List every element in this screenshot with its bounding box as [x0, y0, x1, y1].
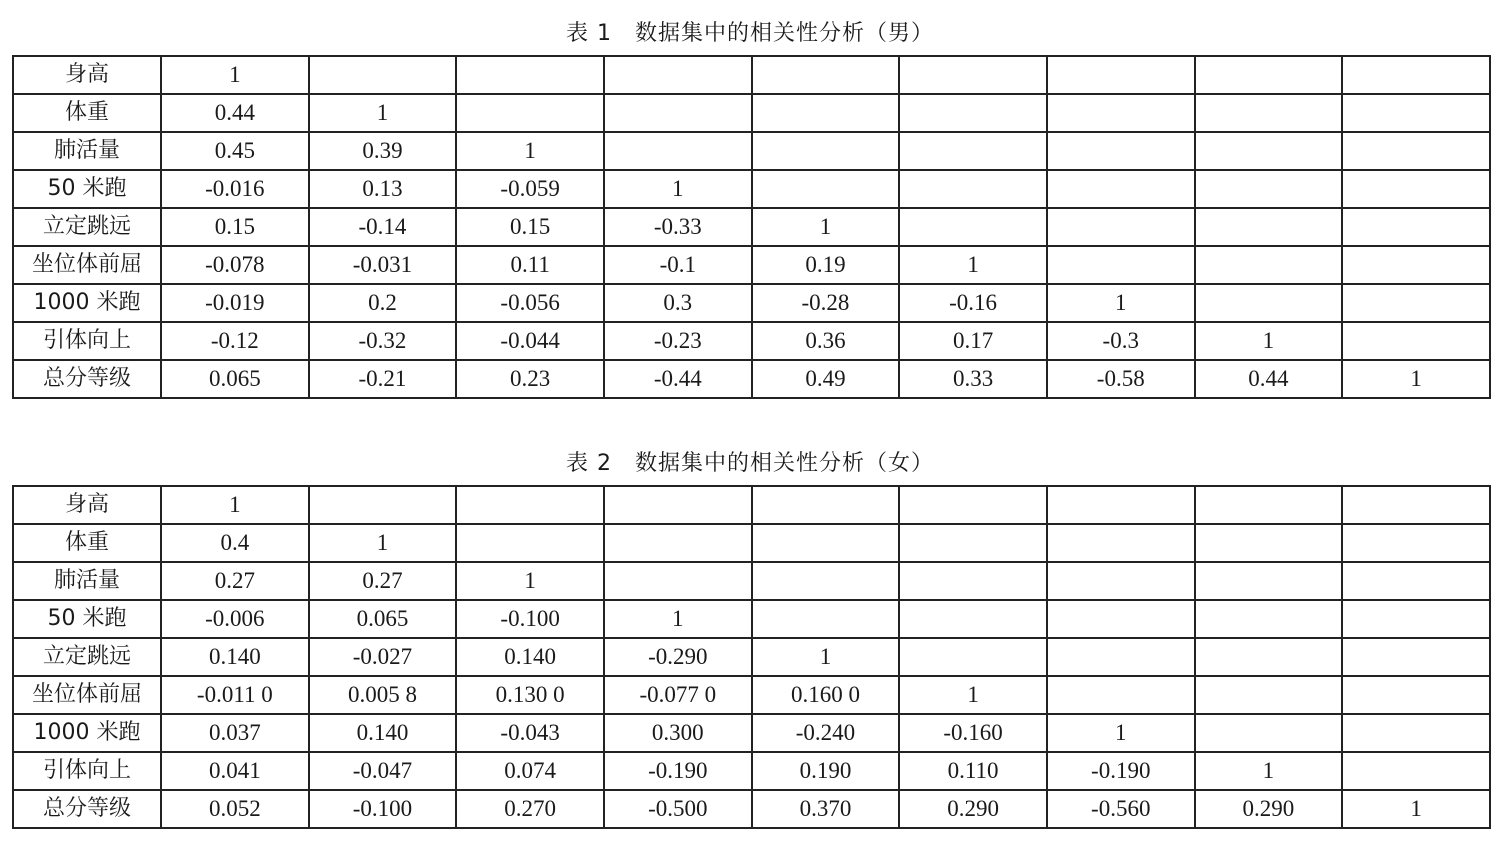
- table-cell: -0.58: [1047, 360, 1195, 398]
- row-label: 肺活量: [13, 562, 161, 600]
- table-cell: 0.065: [161, 360, 309, 398]
- table-cell: [1195, 600, 1343, 638]
- table-cell: -0.100: [309, 790, 457, 828]
- table-cell: -0.047: [309, 752, 457, 790]
- row-label: 坐位体前屈: [13, 246, 161, 284]
- table-cell: 0.23: [456, 360, 604, 398]
- row-label: 50 米跑: [13, 600, 161, 638]
- table-cell: 0.19: [752, 246, 900, 284]
- table-cell: [1195, 56, 1343, 94]
- table-cell: [1047, 638, 1195, 676]
- table-cell: [1342, 638, 1490, 676]
- table-cell: [456, 486, 604, 524]
- table-cell: [752, 600, 900, 638]
- table-1-caption: 表 1 数据集中的相关性分析（男）: [566, 21, 934, 46]
- table-cell: 0.44: [1195, 360, 1343, 398]
- table-row: [13, 360, 1490, 398]
- table-cell: [899, 208, 1047, 246]
- table-cell: [1342, 94, 1490, 132]
- table-cell: [899, 562, 1047, 600]
- row-label: 立定跳远: [13, 208, 161, 246]
- table-cell: 0.15: [456, 208, 604, 246]
- table-row: [13, 486, 1490, 524]
- table-cell: 0.290: [899, 790, 1047, 828]
- table-cell: [1047, 56, 1195, 94]
- row-label: 引体向上: [13, 752, 161, 790]
- table-cell: [752, 170, 900, 208]
- table-cell: [899, 56, 1047, 94]
- table-row: [13, 56, 1490, 94]
- table-cell: [1047, 486, 1195, 524]
- table-cell: -0.560: [1047, 790, 1195, 828]
- table-cell: 0.037: [161, 714, 309, 752]
- table-cell: [752, 56, 900, 94]
- table-cell: 0.17: [899, 322, 1047, 360]
- table-cell: [604, 94, 752, 132]
- table-cell: [899, 600, 1047, 638]
- table-cell: -0.031: [309, 246, 457, 284]
- table-row: [13, 208, 1490, 246]
- table-cell: -0.16: [899, 284, 1047, 322]
- table-cell: [899, 524, 1047, 562]
- table-cell: [1195, 524, 1343, 562]
- table-cell: [1195, 170, 1343, 208]
- table-cell: [309, 486, 457, 524]
- table-row: [13, 284, 1490, 322]
- table-cell: 1: [456, 132, 604, 170]
- table-cell: -0.016: [161, 170, 309, 208]
- table-cell: -0.12: [161, 322, 309, 360]
- table-cell: [1047, 208, 1195, 246]
- table-cell: 0.4: [161, 524, 309, 562]
- table-cell: -0.059: [456, 170, 604, 208]
- row-label: 1000 米跑: [13, 714, 161, 752]
- row-label: 50 米跑: [13, 170, 161, 208]
- table-cell: [899, 94, 1047, 132]
- table-cell: 0.370: [752, 790, 900, 828]
- table-row: [13, 790, 1490, 828]
- table-cell: [1342, 524, 1490, 562]
- table-cell: 0.290: [1195, 790, 1343, 828]
- table-cell: [1195, 714, 1343, 752]
- table-cell: [1342, 714, 1490, 752]
- table-cell: [752, 94, 900, 132]
- table-cell: 0.27: [161, 562, 309, 600]
- table-cell: -0.28: [752, 284, 900, 322]
- table-cell: 1: [161, 56, 309, 94]
- table-cell: [1047, 94, 1195, 132]
- table-cell: 0.11: [456, 246, 604, 284]
- table-cell: 1: [1195, 322, 1343, 360]
- table-cell: [1047, 132, 1195, 170]
- table-cell: 0.36: [752, 322, 900, 360]
- table-cell: -0.019: [161, 284, 309, 322]
- table-cell: -0.043: [456, 714, 604, 752]
- table-cell: 1: [899, 676, 1047, 714]
- table-cell: [1342, 562, 1490, 600]
- table-cell: 0.270: [456, 790, 604, 828]
- row-label: 1000 米跑: [13, 284, 161, 322]
- table-cell: [1047, 246, 1195, 284]
- table-cell: 0.140: [161, 638, 309, 676]
- table-row: [13, 94, 1490, 132]
- table-cell: 1: [161, 486, 309, 524]
- table-cell: 0.140: [456, 638, 604, 676]
- table-cell: [899, 486, 1047, 524]
- table-row: [13, 676, 1490, 714]
- table-cell: -0.056: [456, 284, 604, 322]
- table-cell: -0.006: [161, 600, 309, 638]
- table-cell: 0.49: [752, 360, 900, 398]
- table-cell: 0.074: [456, 752, 604, 790]
- table-cell: [1342, 600, 1490, 638]
- row-label: 身高: [13, 486, 161, 524]
- table-cell: -0.23: [604, 322, 752, 360]
- table-cell: 1: [604, 600, 752, 638]
- table-row: [13, 562, 1490, 600]
- table-cell: 0.15: [161, 208, 309, 246]
- table-row: [13, 322, 1490, 360]
- table-cell: 1: [1195, 752, 1343, 790]
- table-cell: 0.041: [161, 752, 309, 790]
- table-cell: 0.3: [604, 284, 752, 322]
- row-label: 坐位体前屈: [13, 676, 161, 714]
- table-cell: [1342, 676, 1490, 714]
- table-cell: [1342, 208, 1490, 246]
- table-cell: [1047, 600, 1195, 638]
- table-cell: [1195, 208, 1343, 246]
- table-row: [13, 752, 1490, 790]
- table-cell: 0.27: [309, 562, 457, 600]
- table-cell: 1: [456, 562, 604, 600]
- table-cell: [1342, 322, 1490, 360]
- table-cell: -0.14: [309, 208, 457, 246]
- table-cell: [1195, 132, 1343, 170]
- table-cell: [1195, 284, 1343, 322]
- table-row: [13, 600, 1490, 638]
- table-cell: 1: [1047, 284, 1195, 322]
- table-cell: -0.44: [604, 360, 752, 398]
- table-cell: 0.065: [309, 600, 457, 638]
- table-cell: 0.052: [161, 790, 309, 828]
- table-cell: [752, 524, 900, 562]
- table-cell: [456, 56, 604, 94]
- table-cell: [1195, 562, 1343, 600]
- table-cell: [1047, 170, 1195, 208]
- table-cell: -0.1: [604, 246, 752, 284]
- table-cell: 0.2: [309, 284, 457, 322]
- table-row: [13, 132, 1490, 170]
- table-cell: [1342, 56, 1490, 94]
- table-cell: [1195, 638, 1343, 676]
- row-label: 引体向上: [13, 322, 161, 360]
- table-cell: [1047, 524, 1195, 562]
- table-cell: 1: [1342, 360, 1490, 398]
- table-cell: 0.005 8: [309, 676, 457, 714]
- table-cell: [309, 56, 457, 94]
- table-cell: 0.190: [752, 752, 900, 790]
- table-cell: 1: [752, 638, 900, 676]
- table-cell: [899, 132, 1047, 170]
- row-label: 体重: [13, 524, 161, 562]
- table-cell: -0.160: [899, 714, 1047, 752]
- table-cell: 1: [604, 170, 752, 208]
- table-cell: 0.160 0: [752, 676, 900, 714]
- table-cell: 0.44: [161, 94, 309, 132]
- table-cell: [456, 524, 604, 562]
- table-cell: [1047, 676, 1195, 714]
- table-cell: [1047, 562, 1195, 600]
- table-cell: -0.32: [309, 322, 457, 360]
- row-label: 体重: [13, 94, 161, 132]
- table-cell: [1342, 284, 1490, 322]
- table-cell: [604, 486, 752, 524]
- table-cell: [1195, 486, 1343, 524]
- table-cell: 0.110: [899, 752, 1047, 790]
- table-cell: [752, 486, 900, 524]
- table-cell: [1342, 486, 1490, 524]
- table-cell: [899, 638, 1047, 676]
- table-cell: [604, 132, 752, 170]
- table-row: [13, 170, 1490, 208]
- table-cell: [1342, 132, 1490, 170]
- table-cell: -0.077 0: [604, 676, 752, 714]
- table-cell: [1342, 170, 1490, 208]
- table-cell: 0.140: [309, 714, 457, 752]
- table-cell: -0.21: [309, 360, 457, 398]
- table-cell: -0.011 0: [161, 676, 309, 714]
- table-cell: [604, 562, 752, 600]
- table-cell: 1: [1047, 714, 1195, 752]
- table-cell: -0.078: [161, 246, 309, 284]
- table-cell: 0.130 0: [456, 676, 604, 714]
- row-label: 总分等级: [13, 790, 161, 828]
- table-cell: -0.190: [1047, 752, 1195, 790]
- table-cell: 1: [899, 246, 1047, 284]
- row-label: 身高: [13, 56, 161, 94]
- table-row: [13, 246, 1490, 284]
- table-cell: -0.100: [456, 600, 604, 638]
- table-cell: [1342, 752, 1490, 790]
- table-cell: [604, 56, 752, 94]
- table-cell: -0.290: [604, 638, 752, 676]
- table-2-caption: 表 2 数据集中的相关性分析（女）: [566, 451, 934, 476]
- table-cell: [1195, 246, 1343, 284]
- table-cell: -0.500: [604, 790, 752, 828]
- table-cell: 1: [1342, 790, 1490, 828]
- table-cell: -0.027: [309, 638, 457, 676]
- table-cell: 0.300: [604, 714, 752, 752]
- table-cell: [752, 132, 900, 170]
- table-cell: 0.39: [309, 132, 457, 170]
- table-cell: [1195, 676, 1343, 714]
- table-cell: -0.240: [752, 714, 900, 752]
- row-label: 立定跳远: [13, 638, 161, 676]
- table-row: [13, 714, 1490, 752]
- table-cell: -0.044: [456, 322, 604, 360]
- table-cell: [1342, 246, 1490, 284]
- table-cell: 1: [752, 208, 900, 246]
- table-cell: -0.33: [604, 208, 752, 246]
- table-cell: [456, 94, 604, 132]
- row-label: 总分等级: [13, 360, 161, 398]
- row-label: 肺活量: [13, 132, 161, 170]
- table-cell: 0.33: [899, 360, 1047, 398]
- table-cell: [1195, 94, 1343, 132]
- table-cell: [752, 562, 900, 600]
- table-cell: 1: [309, 94, 457, 132]
- table-cell: -0.3: [1047, 322, 1195, 360]
- table-cell: 0.45: [161, 132, 309, 170]
- correlation-table-female: [12, 485, 1491, 829]
- table-cell: [899, 170, 1047, 208]
- correlation-table-male: [12, 55, 1491, 399]
- table-cell: [604, 524, 752, 562]
- table-cell: -0.190: [604, 752, 752, 790]
- table-row: [13, 524, 1490, 562]
- table-cell: 0.13: [309, 170, 457, 208]
- table-row: [13, 638, 1490, 676]
- table-cell: 1: [309, 524, 457, 562]
